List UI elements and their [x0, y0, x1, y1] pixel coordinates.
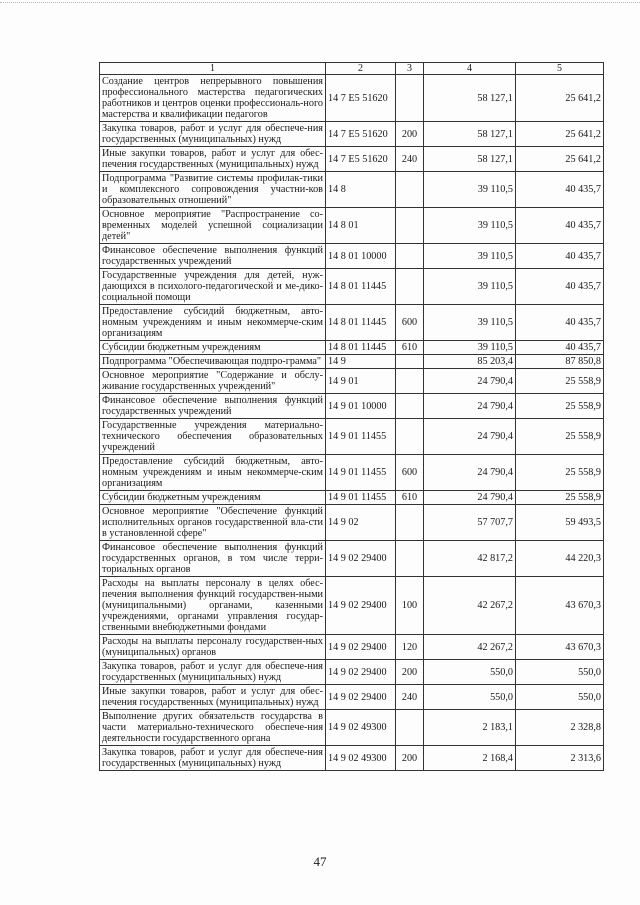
table-row: [100, 147, 604, 172]
table-row: [100, 635, 604, 660]
row-value-year2-cell: 43 670,3: [516, 577, 604, 635]
table-row: [100, 122, 604, 147]
row-code-cell: 14 9 01: [326, 369, 396, 394]
row-value-year1-cell: 39 110,5: [424, 269, 516, 305]
row-code-cell: 14 9 02 49300: [326, 746, 396, 771]
row-expense-type-cell: 240: [396, 685, 424, 710]
table-row: [100, 577, 604, 635]
row-value-year1-cell: 550,0: [424, 685, 516, 710]
table-row: [100, 660, 604, 685]
row-value-year2-cell: 25 558,9: [516, 455, 604, 491]
row-name-cell: Основное мероприятие "Распространение со-временных моделей успешной социализации детей": [100, 208, 326, 244]
header-cell-1: 1: [100, 63, 326, 75]
row-expense-type-cell: [396, 75, 424, 122]
row-expense-type-cell: [396, 244, 424, 269]
row-value-year1-cell: 39 110,5: [424, 208, 516, 244]
table-body: [100, 75, 604, 771]
row-name-cell: Иные закупки товаров, работ и услуг для обес-печения государственных (муниципальных) нужд: [100, 685, 326, 710]
row-expense-type-cell: [396, 208, 424, 244]
row-name-cell: Государственные учреждения для детей, нуж-дающихся в психолого-педагогической и ме-дико-социальной помощи: [100, 269, 326, 305]
row-value-year1-cell: 58 127,1: [424, 147, 516, 172]
row-value-year2-cell: 43 670,3: [516, 635, 604, 660]
row-expense-type-cell: [396, 710, 424, 746]
row-value-year2-cell: 87 850,8: [516, 355, 604, 369]
row-name-cell: Финансовое обеспечение выполнения функций государственных органов, в том числе терри-ториальных органов: [100, 541, 326, 577]
row-expense-type-cell: 200: [396, 746, 424, 771]
table-row: [100, 305, 604, 341]
table-row: [100, 541, 604, 577]
row-value-year1-cell: 57 707,7: [424, 505, 516, 541]
row-name-cell: Создание центров непрерывного повышения профессионального мастерства педагогических работников и центров оценки профессиональ-ного мастерства и квалификации педагогов: [100, 75, 326, 122]
table-row: [100, 355, 604, 369]
row-code-cell: 14 9 01 11455: [326, 455, 396, 491]
row-value-year1-cell: 39 110,5: [424, 341, 516, 355]
row-code-cell: 14 8 01 11445: [326, 341, 396, 355]
scan-edge-line: [0, 2, 640, 5]
row-name-cell: Основное мероприятие "Содержание и обслу-живание государственных учреждений": [100, 369, 326, 394]
row-value-year1-cell: 24 790,4: [424, 369, 516, 394]
table-row: [100, 75, 604, 122]
row-code-cell: 14 9 01 11455: [326, 419, 396, 455]
table-row: [100, 491, 604, 505]
row-expense-type-cell: 200: [396, 122, 424, 147]
row-code-cell: 14 9: [326, 355, 396, 369]
row-value-year2-cell: 40 435,7: [516, 208, 604, 244]
row-value-year2-cell: 2 313,6: [516, 746, 604, 771]
row-expense-type-cell: [396, 369, 424, 394]
header-cell-4: 4: [424, 63, 516, 75]
row-value-year1-cell: 550,0: [424, 660, 516, 685]
row-value-year2-cell: 550,0: [516, 685, 604, 710]
row-value-year2-cell: 550,0: [516, 660, 604, 685]
row-value-year2-cell: 25 641,2: [516, 122, 604, 147]
header-cell-5: 5: [516, 63, 604, 75]
row-code-cell: 14 7 E5 51620: [326, 147, 396, 172]
table-row: [100, 746, 604, 771]
row-name-cell: Финансовое обеспечение выполнения функций государственных учреждений: [100, 244, 326, 269]
row-code-cell: 14 9 02 29400: [326, 660, 396, 685]
row-value-year2-cell: 2 328,8: [516, 710, 604, 746]
row-value-year2-cell: 40 435,7: [516, 244, 604, 269]
row-value-year1-cell: 58 127,1: [424, 75, 516, 122]
row-expense-type-cell: 610: [396, 491, 424, 505]
table-row: [100, 244, 604, 269]
row-value-year2-cell: 25 558,9: [516, 369, 604, 394]
table-row: [100, 455, 604, 491]
row-name-cell: Основное мероприятие "Обеспечение функций исполнительных органов государственной вла-сти в установленной сфере": [100, 505, 326, 541]
row-expense-type-cell: 120: [396, 635, 424, 660]
row-value-year1-cell: 85 203,4: [424, 355, 516, 369]
row-name-cell: Подпрограмма "Развитие системы профилак-тики и комплексного сопровождения участни-ков образовательных отношений": [100, 172, 326, 208]
row-name-cell: Субсидии бюджетным учреждениям: [100, 491, 326, 505]
row-value-year1-cell: 39 110,5: [424, 172, 516, 208]
row-name-cell: Выполнение других обязательств государства в части материально-технического обеспече-ния деятельности государственного органа: [100, 710, 326, 746]
row-code-cell: 14 9 02 29400: [326, 685, 396, 710]
row-value-year1-cell: 2 168,4: [424, 746, 516, 771]
row-name-cell: Иные закупки товаров, работ и услуг для обес-печения государственных (муниципальных) нужд: [100, 147, 326, 172]
table-row: [100, 269, 604, 305]
row-code-cell: 14 9 02 29400: [326, 541, 396, 577]
row-code-cell: 14 9 02: [326, 505, 396, 541]
row-value-year2-cell: 40 435,7: [516, 341, 604, 355]
row-code-cell: 14 9 02 49300: [326, 710, 396, 746]
row-name-cell: Государственные учреждения материально-технического обеспечения образовательных учреждений: [100, 419, 326, 455]
row-code-cell: 14 7 E5 51620: [326, 75, 396, 122]
row-expense-type-cell: 600: [396, 455, 424, 491]
row-code-cell: 14 8 01 10000: [326, 244, 396, 269]
row-code-cell: 14 8 01 11445: [326, 269, 396, 305]
row-expense-type-cell: [396, 419, 424, 455]
row-expense-type-cell: 610: [396, 341, 424, 355]
row-value-year1-cell: 24 790,4: [424, 419, 516, 455]
header-cell-2: 2: [326, 63, 396, 75]
row-value-year2-cell: 40 435,7: [516, 305, 604, 341]
table-row: [100, 394, 604, 419]
row-expense-type-cell: 240: [396, 147, 424, 172]
row-code-cell: 14 9 01 10000: [326, 394, 396, 419]
row-name-cell: Финансовое обеспечение выполнения функций государственных учреждений: [100, 394, 326, 419]
row-value-year2-cell: 44 220,3: [516, 541, 604, 577]
budget-table: [99, 62, 604, 771]
row-expense-type-cell: [396, 269, 424, 305]
row-code-cell: 14 9 02 29400: [326, 635, 396, 660]
table-row: [100, 172, 604, 208]
row-name-cell: Предоставление субсидий бюджетным, авто-номным учреждениям и иным некоммерче-ским организациям: [100, 455, 326, 491]
row-expense-type-cell: [396, 505, 424, 541]
table-header-row: [100, 63, 604, 75]
table-row: [100, 208, 604, 244]
row-code-cell: 14 8 01 11445: [326, 305, 396, 341]
row-value-year2-cell: 25 641,2: [516, 75, 604, 122]
row-value-year1-cell: 58 127,1: [424, 122, 516, 147]
row-value-year2-cell: 25 558,9: [516, 394, 604, 419]
row-name-cell: Предоставление субсидий бюджетным, авто-номным учреждениям и иным некоммерче-ским организациям: [100, 305, 326, 341]
row-value-year2-cell: 25 641,2: [516, 147, 604, 172]
row-code-cell: 14 9 02 29400: [326, 577, 396, 635]
row-name-cell: Закупка товаров, работ и услуг для обеспече-ния государственных (муниципальных) нужд: [100, 660, 326, 685]
row-code-cell: 14 7 E5 51620: [326, 122, 396, 147]
row-value-year1-cell: 42 817,2: [424, 541, 516, 577]
header-cell-3: 3: [396, 63, 424, 75]
row-expense-type-cell: 200: [396, 660, 424, 685]
row-expense-type-cell: 600: [396, 305, 424, 341]
row-value-year1-cell: 24 790,4: [424, 394, 516, 419]
row-name-cell: Подпрограмма "Обеспечивающая подпро-грамма": [100, 355, 326, 369]
row-value-year1-cell: 2 183,1: [424, 710, 516, 746]
row-value-year2-cell: 59 493,5: [516, 505, 604, 541]
row-name-cell: Расходы на выплаты персоналу государствен-ных (муниципальных) органов: [100, 635, 326, 660]
row-value-year2-cell: 40 435,7: [516, 172, 604, 208]
row-value-year1-cell: 39 110,5: [424, 305, 516, 341]
row-expense-type-cell: [396, 541, 424, 577]
row-expense-type-cell: 100: [396, 577, 424, 635]
row-value-year2-cell: 25 558,9: [516, 491, 604, 505]
row-value-year1-cell: 42 267,2: [424, 635, 516, 660]
row-name-cell: Закупка товаров, работ и услуг для обеспече-ния государственных (муниципальных) нужд: [100, 122, 326, 147]
row-expense-type-cell: [396, 394, 424, 419]
row-name-cell: Расходы на выплаты персоналу в целях обес-печения выполнения функций государствен-ными (муниципальными) органами, казенными учреждениями, органами управления государ-ственными внебюджетными фондами: [100, 577, 326, 635]
row-value-year1-cell: 24 790,4: [424, 491, 516, 505]
table-row: [100, 685, 604, 710]
row-expense-type-cell: [396, 355, 424, 369]
row-value-year1-cell: 39 110,5: [424, 244, 516, 269]
row-code-cell: 14 9 01 11455: [326, 491, 396, 505]
row-name-cell: Субсидии бюджетным учреждениям: [100, 341, 326, 355]
table-row: [100, 505, 604, 541]
row-value-year2-cell: 40 435,7: [516, 269, 604, 305]
table-row: [100, 419, 604, 455]
row-name-cell: Закупка товаров, работ и услуг для обеспече-ния государственных (муниципальных) нужд: [100, 746, 326, 771]
row-code-cell: 14 8 01: [326, 208, 396, 244]
table-row: [100, 341, 604, 355]
page-number: 47: [313, 854, 327, 869]
row-value-year1-cell: 42 267,2: [424, 577, 516, 635]
row-code-cell: 14 8: [326, 172, 396, 208]
table-row: [100, 710, 604, 746]
row-expense-type-cell: [396, 172, 424, 208]
row-value-year2-cell: 25 558,9: [516, 419, 604, 455]
table-row: [100, 369, 604, 394]
row-value-year1-cell: 24 790,4: [424, 455, 516, 491]
